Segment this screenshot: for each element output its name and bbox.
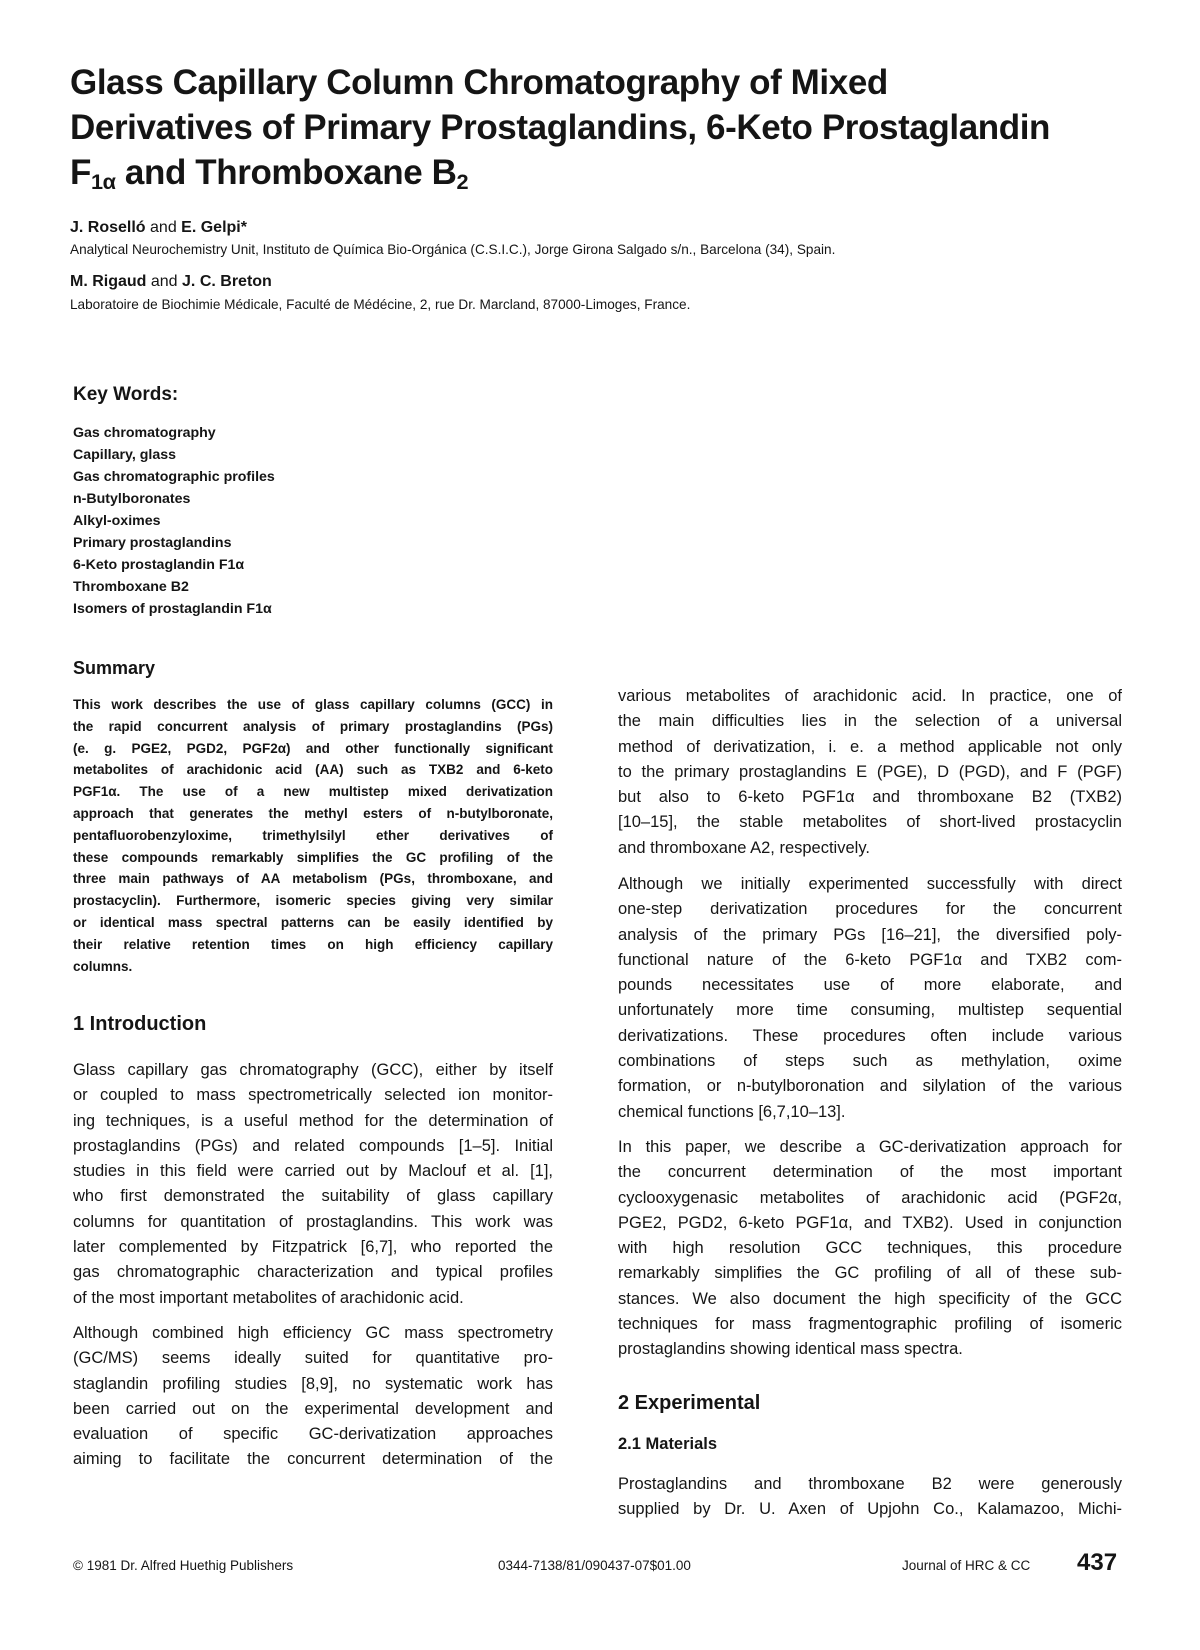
title-line-3: $F_{1\alpha}$ and Thromboxane $B_2$ (70, 153, 469, 194)
summary-heading: Summary (73, 658, 156, 678)
right-paragraph-2: Although we initially experimented successfully with direct one-step derivatization procedures for the concurrent analysis of the primary PGs [16–21], the diversified poly- functional nature of the 6-keto PGF1α and TXB2 com- pounds necessitates use of more elaborate, and unfortunately more time consuming, multistep sequential derivatizations. These procedures often include various combinations of steps such as methylation, oxime formation, or n-butylboronation and silylation of the various chemical functions [6,7,10–13]. (618, 875, 1122, 1121)
keyword-item: Primary prostaglandins (73, 535, 232, 551)
keyword-item: 6-Keto prostaglandin F1α (73, 557, 245, 573)
keyword-item: Thromboxane B2 (73, 579, 189, 595)
intro-paragraph-1: Glass capillary gas chromatography (GCC), either by itself or coupled to mass spectrometrically selected ion monitor- ing techniques, is a useful method for the determination of prostaglandins (PGs) and related compounds [1–5]. Initial studies in this field were carried out by Maclouf et al. [1], who first demonstrated the suitability of glass capillary columns for quantitation of prostaglandins. This work was later complemented by Fitzpatrick [6,7], who reported the gas chromatographic characterization and typical profiles of the most important metabolites of arachidonic acid. (73, 1061, 553, 1307)
keyword-item: n-Butylboronates (73, 491, 191, 507)
affiliation-1: Analytical Neurochemistry Unit, Instituto de Química Bio-Orgánica (C.S.I.C.), Jorge Girona Salgado s/n., Barcelona (34), Spain. (70, 242, 836, 257)
paper-title (70, 60, 1150, 195)
copyright-notice: © 1981 Dr. Alfred Huethig Publishers (73, 1558, 294, 1573)
keyword-item: Gas chromatography (73, 425, 216, 441)
keywords-list (73, 422, 275, 620)
title-line-1: Glass Capillary Column Chromatography of Mixed (70, 63, 888, 102)
right-paragraph-3: In this paper, we describe a GC-derivatization approach for the concurrent determination of the most important cyclooxygenasic metabolites of arachidonic acid (PGF2α, PGE2, PGD2, 6-keto PGF1α, and TXB2). Used in conjunction with high resolution GCC techniques, this procedure remarkably simplifies the GC profiling of all of these sub- stances. We also document the high specificity of the GCC techniques for mass fragmentographic profiling of isomeric prostaglandins showing identical mass spectra. (618, 1138, 1122, 1359)
keyword-item: Alkyl-oximes (73, 513, 161, 529)
right-paragraph-1: various metabolites of arachidonic acid. In practice, one of the main difficulties lies in the selection of a universal method of derivatization, i. e. a method applicable not only to the primary prostaglandins E (PGE), D (PGD), and F (PGF) but also to 6-keto PGF1α and thromboxane B2 (TXB2) [10–15], the stable metabolites of short-lived prostacyclin and thromboxane A2, respectively. (618, 687, 1122, 857)
affiliation-2: Laboratoire de Biochimie Médicale, Faculté de Médécine, 2, rue Dr. Marcland, 87000-Limoges, France. (70, 297, 691, 312)
page-number: 437 (1077, 1549, 1118, 1576)
introduction-heading: 1 Introduction (73, 1013, 207, 1035)
materials-heading: 2.1 Materials (618, 1435, 718, 1453)
journal-name: Journal of HRC & CC (902, 1558, 1031, 1573)
experimental-heading: 2 Experimental (618, 1392, 761, 1414)
keyword-item: Gas chromatographic profiles (73, 469, 275, 485)
intro-paragraph-2: Although combined high efficiency GC mass spectrometry (GC/MS) seems ideally suited for quantitative pro- staglandin profiling studies [8,9], no systematic work has been carried out on the experimental development and evaluation of specific GC-derivatization approaches aiming to facilitate the concurrent determination of the (73, 1324, 553, 1469)
keywords-heading: Key Words: (73, 384, 179, 405)
article-code: 0344-7138/81/090437-07$01.00 (498, 1558, 691, 1573)
summary-text: This work describes the use of glass capillary columns (GCC) in the rapid concurrent analysis of primary prostaglandins (PGs) (e. g. PGE2, PGD2, PGF2α) and other functionally significant metabolites of arachidonic acid (AA) such as TXB2 and 6-keto PGF1α. The use of a new multistep mixed derivatization approach that generates the methyl esters of n-butylboronate, pentafluorobenzyloxime, trimethylsilyl ether derivatives of these compounds remarkably simplifies the GC profiling of the three main pathways of AA metabolism (PGs, thromboxane, and prostacyclin). Furthermore, isomeric species giving very similar or identical mass spectral patterns can be easily identified by their relative retention times on high efficiency capillary columns. (73, 697, 553, 974)
keyword-item: Isomers of prostaglandin F1α (73, 601, 272, 617)
author-line-2: M. Rigaud and J. C. Breton (70, 273, 272, 290)
keyword-item: Capillary, glass (73, 447, 177, 463)
author-line-1: J. Roselló and E. Gelpi* (70, 219, 247, 236)
right-paragraph-4: Prostaglandins and thromboxane B2 were generously supplied by Dr. U. Axen of Upjohn Co., Kalamazoo, Michi- (618, 1475, 1122, 1519)
title-line-2: Derivatives of Primary Prostaglandins, 6-Keto Prostaglandin (70, 108, 1051, 147)
